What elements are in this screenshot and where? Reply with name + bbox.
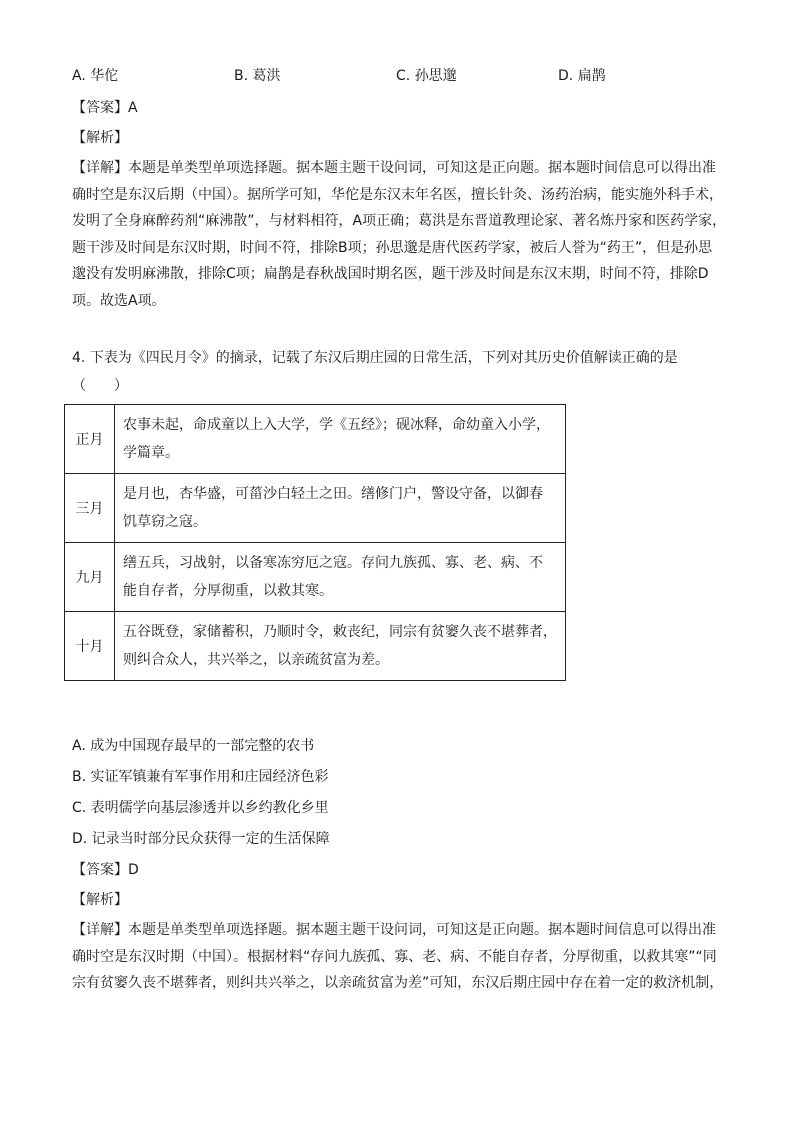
- option-letter: A.: [72, 68, 86, 84]
- prev-option-a[interactable]: [72, 66, 118, 86]
- q4-answer: 【答案】D: [72, 862, 139, 878]
- prev-option-c[interactable]: [396, 66, 457, 86]
- content-line: 缮五兵，习战射，以备寒冻穷厄之寇。存问九族孤、寡、老、病、不: [123, 555, 543, 571]
- q4-stem: 4. 下表为《四民月令》的摘录，记载了东汉后期庄园的日常生活，下列对其历史价值解读正确的是: [72, 350, 678, 366]
- content-cell: [115, 612, 566, 681]
- q4-option-d[interactable]: D. 记录当时部分民众获得一定的生活保障: [72, 831, 330, 847]
- q3-detail-line: 题干涉及时间是东汉时期，时间不符，排除B项；孙思邈是唐代医药学家，被后人誉为“药王”，但是孙思: [72, 239, 713, 256]
- content-cell: [115, 474, 566, 543]
- option-text: 扁鹊: [577, 68, 606, 84]
- month-cell: 九月: [65, 543, 115, 612]
- q3-detail-line: 发明了全身麻醉药剂“麻沸散”，与材料相符，A项正确；葛洪是东晋道教理论家、著名炼丹家和医药学家，: [72, 213, 727, 229]
- q3-detail-line: 【详解】本题是单类型单项选择题。据本题主题干设问词，可知这是正向题。据本题时间信息可以得出准: [72, 160, 716, 176]
- content-line: 则纠合众人，共兴举之，以亲疏贫富为差。: [123, 652, 389, 668]
- content-line: 学篇章。: [123, 445, 179, 461]
- month-cell: 十月: [65, 612, 115, 681]
- option-letter: C.: [396, 68, 411, 84]
- siminyueling-table: [64, 404, 566, 681]
- q3-detail-line: 项。故选A项。: [72, 292, 166, 309]
- option-text: 葛洪: [252, 68, 281, 84]
- q4-option-b[interactable]: B. 实证军镇兼有军事作用和庄园经济色彩: [72, 769, 329, 785]
- content-line: 五谷既登，家储蓄积，乃顺时令，敕丧纪，同宗有贫窭久丧不堪葬者，: [123, 624, 557, 640]
- option-text: 华佗: [90, 68, 119, 84]
- q4-detail-line: 确时空是东汉时期（中国）。根据材料“存问九族孤、寡、老、病、不能自存者，分厚彻重，以救其寒”“同: [72, 948, 717, 965]
- q3-analysis-label: 【解析】: [72, 130, 128, 146]
- table-row: [65, 612, 566, 681]
- q4-stem-blank: （ ）: [72, 378, 128, 394]
- q4-option-a[interactable]: A. 成为中国现存最早的一部完整的农书: [72, 738, 315, 754]
- month-cell: 正月: [65, 405, 115, 474]
- q3-answer: 【答案】A: [72, 100, 138, 116]
- q4-option-c[interactable]: C. 表明儒学向基层渗透并以乡约教化乡里: [72, 800, 329, 816]
- q3-detail: [72, 155, 726, 314]
- table-row: [65, 474, 566, 543]
- q4-detail-line: 【详解】本题是单类型单项选择题。据本题主题干设问词，可知这是正向题。据本题时间信息可以得出准: [72, 922, 716, 938]
- q4-detail: [72, 917, 726, 997]
- content-line: 是月也，杏华盛，可菑沙白轻土之田。缮修门户，警设守备，以御春: [123, 486, 543, 502]
- option-letter: D.: [558, 68, 574, 84]
- content-cell: [115, 405, 566, 474]
- content-line: 能自存者，分厚彻重，以救其寒。: [123, 583, 333, 599]
- option-text: 孙思邈: [414, 68, 457, 84]
- content-cell: [115, 543, 566, 612]
- content-line: 农事未起，命成童以上入大学，学《五经》；砚冰释，命幼童入小学，: [123, 417, 550, 433]
- q4-analysis-label: 【解析】: [72, 892, 128, 908]
- q3-detail-line: 确时空是东汉后期（中国）。据所学可知，华佗是东汉末年名医，擅长针灸、汤药治病，能实施外科手术，: [72, 186, 723, 203]
- month-cell: 三月: [65, 474, 115, 543]
- q4-detail-line: 宗有贫窭久丧不堪葬者，则纠共兴举之，以亲疏贫富为差”可知，东汉后期庄园中存在着一定的救济机制，: [72, 975, 724, 991]
- q3-detail-line: 邈没有发明麻沸散，排除C项；扁鹊是春秋战国时期名医，题干涉及时间是东汉末期，时间不符，排除D: [72, 266, 709, 282]
- prev-option-b[interactable]: [234, 66, 281, 86]
- option-letter: B.: [234, 68, 249, 84]
- table-row: [65, 543, 566, 612]
- prev-option-d[interactable]: [558, 66, 606, 86]
- content-line: 饥草窃之寇。: [123, 514, 207, 530]
- table-row: [65, 405, 566, 474]
